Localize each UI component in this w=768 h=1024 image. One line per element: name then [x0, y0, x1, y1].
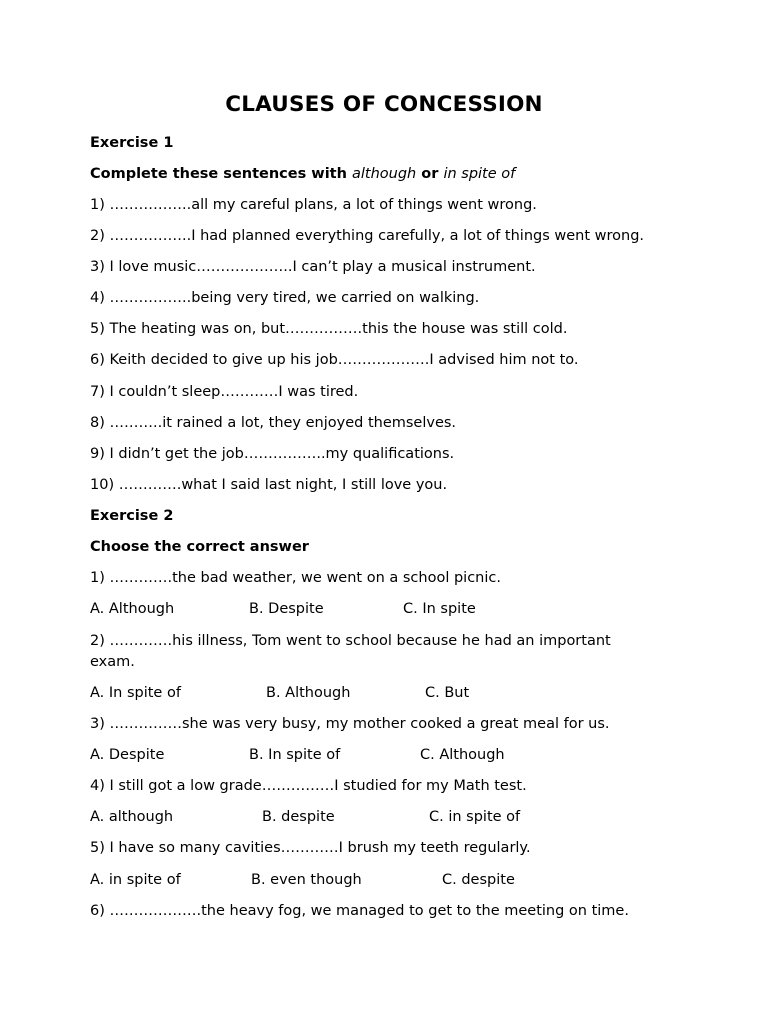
option-b: B. even though [251, 872, 362, 888]
option-a: A. in spite of [90, 872, 181, 888]
option-b: B. despite [262, 809, 335, 825]
exercise2-question-1: 1) ………….the bad weather, we went on a school picnic. [90, 570, 501, 586]
exercise1-item-4: 4) ……………..being very tired, we carried on walking. [90, 290, 480, 306]
exercise1-item-7: 7) I couldn’t sleep…………I was tired. [90, 384, 359, 400]
exercise1-item-10: 10) ………….what I said last night, I still love you. [90, 477, 448, 493]
instruction-word-although: although [351, 166, 417, 182]
page-title: CLAUSES OF CONCESSION [225, 92, 543, 117]
instruction-joiner: or [416, 166, 444, 182]
exercise1-item-5: 5) The heating was on, but…………….this the house was still cold. [90, 321, 568, 337]
option-b: B. In spite of [249, 747, 341, 763]
instruction-text: Complete these sentences with [90, 166, 352, 182]
exercise1-item-6: 6) Keith decided to give up his job……………….I advised him not to. [90, 352, 579, 368]
exercise2-question-3: 3) ……………she was very busy, my mother cooked a great meal for us. [90, 716, 610, 732]
option-a: A. In spite of [90, 685, 181, 701]
option-c: C. In spite [403, 601, 476, 617]
exercise1-instruction [90, 164, 690, 185]
exercise1-item-9: 9) I didn’t get the job……………..my qualifications. [90, 446, 455, 462]
exercise1-item-2: 2) ……………..I had planned everything carefully, a lot of things went wrong. [90, 228, 645, 244]
exercise2-question-4: 4) I still got a low grade……………I studied for my Math test. [90, 778, 527, 794]
instruction-word-in-spite-of: in spite of [443, 166, 516, 182]
option-a: A. although [90, 809, 174, 825]
option-c: C. Although [420, 747, 505, 763]
exercise1-item-1: 1) ……………..all my careful plans, a lot of things went wrong. [90, 197, 537, 213]
option-b: B. Despite [249, 601, 324, 617]
exercise1-item-3: 3) I love music………………..I can’t play a musical instrument. [90, 259, 536, 275]
exercise2-question-2: 2) ………….his illness, Tom went to school because he had an important exam. [90, 633, 611, 670]
exercise2-instruction: Choose the correct answer [90, 539, 309, 555]
option-c: C. in spite of [429, 809, 521, 825]
option-c: C. But [425, 685, 470, 701]
option-a: A. Although [90, 601, 175, 617]
exercise1-heading: Exercise 1 [90, 135, 174, 151]
exercise2-question-5: 5) I have so many cavities…………I brush my teeth regularly. [90, 840, 531, 856]
option-b: B. Although [266, 685, 351, 701]
exercise1-item-8: 8) ………..it rained a lot, they enjoyed themselves. [90, 415, 457, 431]
exercise2-heading: Exercise 2 [90, 508, 174, 524]
exercise2-question-6: 6) ……………….the heavy fog, we managed to get to the meeting on time. [90, 903, 629, 919]
option-a: A. Despite [90, 747, 165, 763]
option-c: C. despite [442, 872, 515, 888]
